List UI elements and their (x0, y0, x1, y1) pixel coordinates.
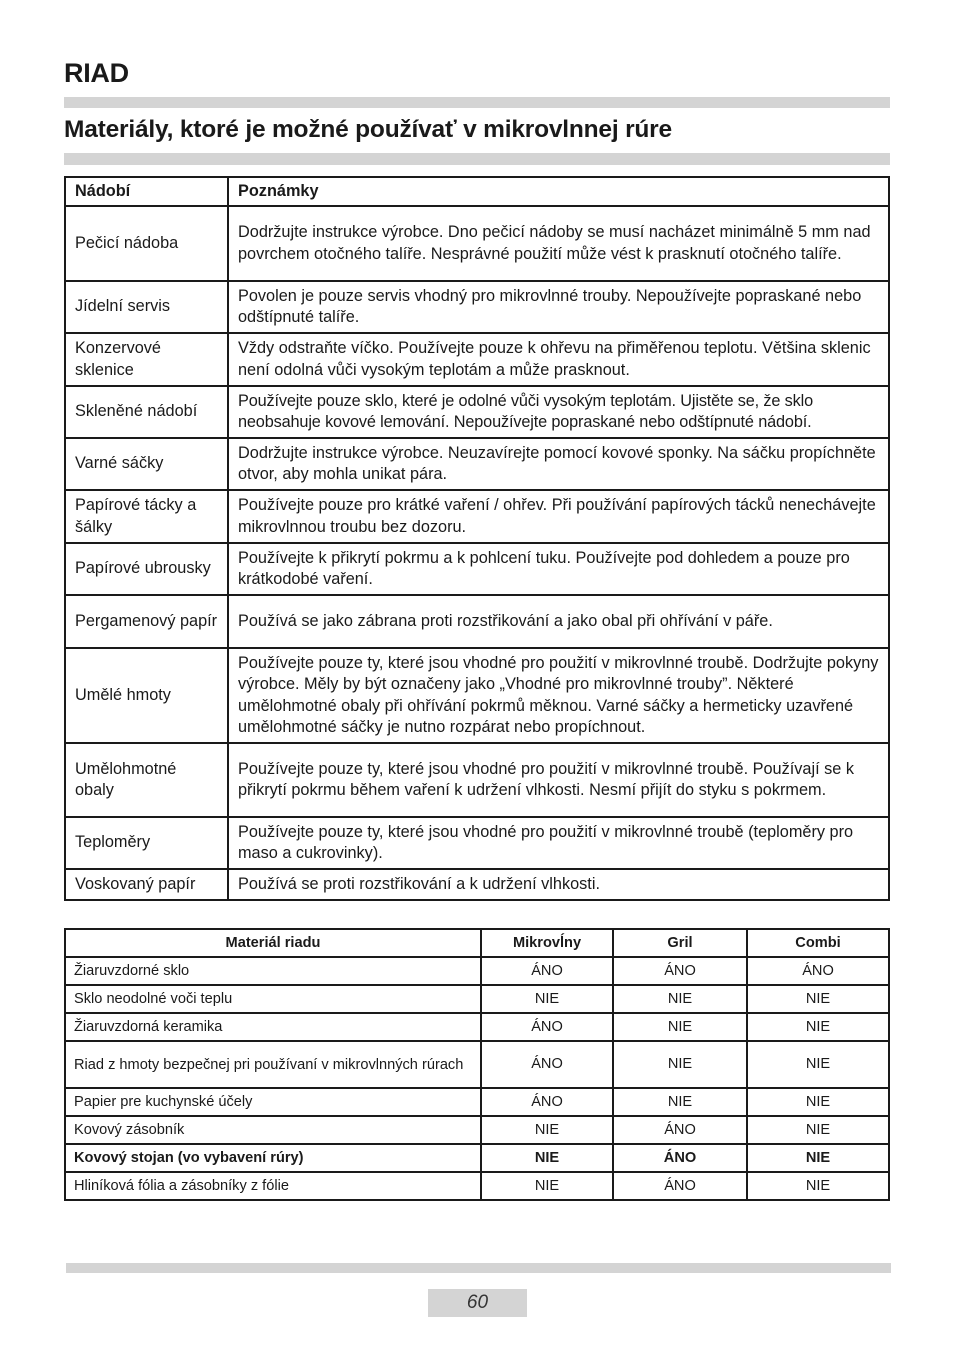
table-row (65, 1172, 889, 1200)
material-cell: Žiaruvzdorné sklo (65, 957, 481, 985)
microwave-cell: ÁNO (481, 957, 613, 985)
table-row (65, 386, 889, 438)
note-cell: Používejte pouze pro krátké vaření / ohřev. Při používání papírových tácků nenechávejte mikrovlnnou troubu bez dozoru. (228, 490, 889, 543)
combi-cell: NIE (747, 1172, 889, 1200)
column-header: Gril (613, 929, 747, 957)
note-cell: Používejte pouze ty, které jsou vhodné pro použití v mikrovlnné troubě (teploměry pro maso a cukrovinky). (228, 817, 889, 869)
column-header: Materiál riadu (65, 929, 481, 957)
item-cell: Umělé hmoty (65, 648, 228, 743)
table-row (65, 490, 889, 543)
material-cell: Kovový zásobník (65, 1116, 481, 1144)
material-cell: Papier pre kuchynské účely (65, 1088, 481, 1116)
material-cell: Kovový stojan (vo vybavení rúry) (65, 1144, 481, 1172)
note-cell: Používejte pouze sklo, které je odolné vůči vysokým teplotám. Ujistěte se, že sklo neobsahuje kovové lemování. Nepoužívejte popraskané nebo odštípnuté nádobí. (228, 386, 889, 438)
divider-footer (66, 1263, 891, 1273)
grill-cell: ÁNO (613, 1116, 747, 1144)
column-header: Poznámky (228, 177, 889, 206)
grill-cell: NIE (613, 985, 747, 1013)
combi-cell: NIE (747, 1041, 889, 1088)
notes-table (64, 176, 890, 901)
microwave-cell: NIE (481, 1116, 613, 1144)
table-row (65, 1013, 889, 1041)
cooking-modes-table (64, 928, 890, 1201)
item-cell: Voskovaný papír (65, 869, 228, 900)
table-row (65, 1088, 889, 1116)
table-row (65, 817, 889, 869)
grill-cell: NIE (613, 1041, 747, 1088)
note-cell: Dodržujte instrukce výrobce. Dno pečicí nádoby se musí nacházet minimálně 5 mm nad povrchem otočného talíře. Nesprávné použití může vést k prasknutí otočného talíře. (228, 206, 889, 281)
item-cell: Papírové ubrousky (65, 543, 228, 595)
note-cell: Používejte pouze ty, které jsou vhodné pro použití v mikrovlnné troubě. Používají se k přikrytí pokrmu během vaření k udržení vlhkosti. Nesmí přijít do styku s pokrmem. (228, 743, 889, 817)
item-cell: Pečicí nádoba (65, 206, 228, 281)
table-row (65, 957, 889, 985)
item-cell: Skleněné nádobí (65, 386, 228, 438)
combi-cell: NIE (747, 1013, 889, 1041)
item-cell: Umělohmotné obaly (65, 743, 228, 817)
table-row (65, 438, 889, 490)
material-cell: Žiaruvzdorná keramika (65, 1013, 481, 1041)
column-header: Nádobí (65, 177, 228, 206)
table-row (65, 333, 889, 386)
page-number: 60 (428, 1289, 527, 1317)
table-row (65, 595, 889, 648)
item-cell: Pergamenový papír (65, 595, 228, 648)
material-cell: Sklo neodolné voči teplu (65, 985, 481, 1013)
grill-cell: ÁNO (613, 957, 747, 985)
table-row (65, 1116, 889, 1144)
note-cell: Používá se proti rozstřikování a k udržení vlhkosti. (228, 869, 889, 900)
microwave-cell: ÁNO (481, 1013, 613, 1041)
note-cell: Dodržujte instrukce výrobce. Neuzavírejte pomocí kovové sponky. Na sáčku propíchněte otvor, aby mohla unikat pára. (228, 438, 889, 490)
table-row (65, 281, 889, 333)
divider-heading (64, 153, 890, 165)
material-cell: Hliníková fólia a zásobníky z fólie (65, 1172, 481, 1200)
table-row (65, 985, 889, 1013)
column-header: Mikrovĺny (481, 929, 613, 957)
item-cell: Jídelní servis (65, 281, 228, 333)
table-row (65, 1041, 889, 1088)
material-cell: Riad z hmoty bezpečnej pri používaní v mikrovlnných rúrach (65, 1041, 481, 1088)
note-cell: Používejte pouze ty, které jsou vhodné pro použití v mikrovlnné troubě. Dodržujte pokyny výrobce. Měly by být označeny jako „Vhodné pro mikrovlnné trouby”. Některé umělohmotné obaly při ohřívání pokrmů měknou. Varné sáčky a hermeticky uzavřené umělohmotné sáčky je nutno rozpárat nebo propíchnout. (228, 648, 889, 743)
combi-cell: ÁNO (747, 957, 889, 985)
item-cell: Teploměry (65, 817, 228, 869)
table-row (65, 869, 889, 900)
microwave-cell: ÁNO (481, 1041, 613, 1088)
note-cell: Vždy odstraňte víčko. Používejte pouze k ohřevu na přiměřenou teplotu. Většina sklenic není odolná vůči vysokým teplotám a může prasknout. (228, 333, 889, 386)
page-heading: Materiály, ktoré je možné používať v mikrovlnnej rúre (64, 116, 672, 143)
combi-cell: NIE (747, 1116, 889, 1144)
table-row (65, 206, 889, 281)
item-cell: Varné sáčky (65, 438, 228, 490)
microwave-cell: ÁNO (481, 1088, 613, 1116)
table-row (65, 543, 889, 595)
note-cell: Používá se jako zábrana proti rozstřikování a jako obal při ohřívání v páře. (228, 595, 889, 648)
item-cell: Papírové tácky a šálky (65, 490, 228, 543)
grill-cell: ÁNO (613, 1144, 747, 1172)
table-row (65, 648, 889, 743)
note-cell: Používejte k přikrytí pokrmu a k pohlcení tuku. Používejte pod dohledem a pouze pro krátkodobé vaření. (228, 543, 889, 595)
divider-top (64, 97, 890, 108)
table-row (65, 743, 889, 817)
section-title: RIAD (64, 58, 129, 88)
microwave-cell: NIE (481, 1144, 613, 1172)
grill-cell: NIE (613, 1088, 747, 1116)
note-cell: Povolen je pouze servis vhodný pro mikrovlnné trouby. Nepoužívejte popraskané nebo odštípnuté talíře. (228, 281, 889, 333)
combi-cell: NIE (747, 1088, 889, 1116)
item-cell: Konzervové sklenice (65, 333, 228, 386)
table-header-row (65, 177, 889, 206)
table-header-row (65, 929, 889, 957)
grill-cell: ÁNO (613, 1172, 747, 1200)
microwave-cell: NIE (481, 1172, 613, 1200)
grill-cell: NIE (613, 1013, 747, 1041)
column-header: Combi (747, 929, 889, 957)
table-row (65, 1144, 889, 1172)
combi-cell: NIE (747, 1144, 889, 1172)
combi-cell: NIE (747, 985, 889, 1013)
microwave-cell: NIE (481, 985, 613, 1013)
